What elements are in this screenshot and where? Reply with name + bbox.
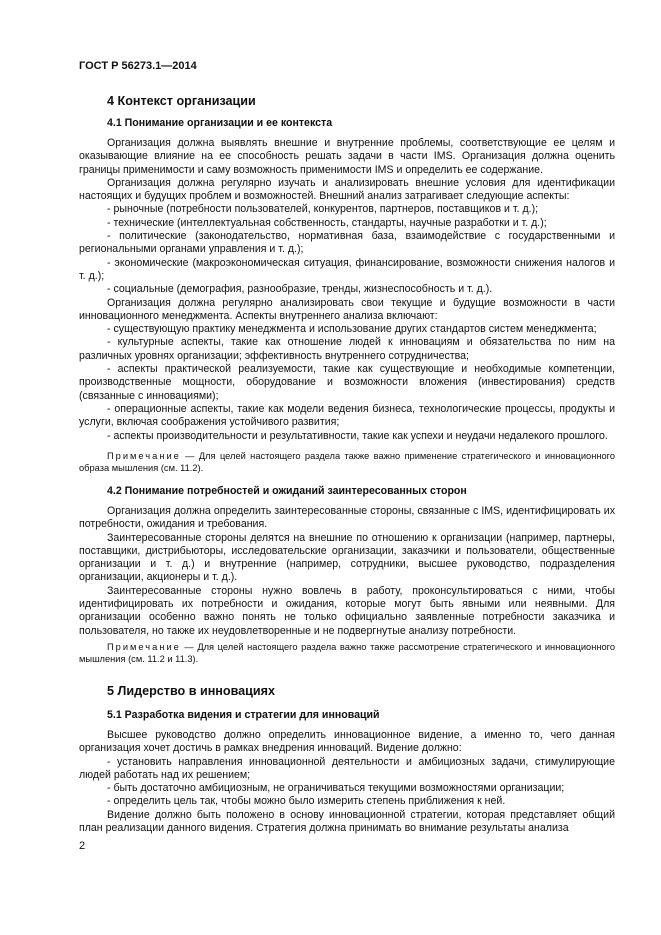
paragraph: Организация должна определить заинтересованные стороны, связанные с IMS, идентифицировать их потребности, ожидания и требования. [79, 505, 615, 531]
list-item: - аспекты производительности и результативности, такие как успехи и неудачи недалекого прошлого. [107, 429, 608, 442]
note-keyword: Примечание [107, 642, 181, 652]
paragraph: Организация должна выявлять внешние и внутренние проблемы, соответствующие ее целям и оказывающие влияние на ее способность решать задачи в части IMS. Организация должна оценить границы применимости и саму возможность применимости IMS и определить ее содержание. [79, 137, 615, 176]
document-header: ГОСТ Р 56273.1—2014 [79, 60, 197, 72]
paragraph: Видение должно быть положено в основу инновационной стратегии, которая представляет общий план реализации данного видения. Стратегия должна принимать во внимание результаты анализа [79, 808, 615, 835]
section-4-2-body [79, 505, 615, 638]
section-4-title: 4 Контекст организации [107, 94, 256, 108]
list-item: - определить цель так, чтобы можно было измерить степень приближения к ней. [107, 795, 506, 808]
note-keyword: Примечание [107, 451, 181, 461]
note-4-1 [79, 450, 615, 474]
list-item: - операционные аспекты, такие как модели ведения бизнеса, технологические процессы, продукты и услуги, включая соображения устойчивого развития; [79, 402, 615, 429]
list-item: - культурные аспекты, такие как отношение людей к инновациям и обязательства по ним на различных уровнях организации; эффективность внутреннего сотрудничества; [79, 336, 615, 362]
list-item: - технические (интеллектуальная собственность, стандарты, научные разработки и т. д.); [107, 216, 547, 229]
subsection-4-1-title: 4.1 Понимание организации и ее контекста [107, 117, 333, 129]
paragraph: Заинтересованные стороны делятся на внешние по отношению к организации (например, партнеры, поставщики, дистрибьюторы, исследовательские организации, заказчики и пользователи, общественные организации и т. д.) и внутренние (например, сотрудники, высшее руководство, подразделения организации, акционеры и т. д.). [79, 531, 615, 584]
list-item: - политические (законодательство, нормативная база, взаимодействие с государственными и региональными органами управления и т. д.); [79, 230, 615, 256]
paragraph: Высшее руководство должно определить инновационное видение, а именно то, чего данная организация хочет достичь в рамках внедрения инноваций. Видение должно: [79, 729, 615, 755]
paragraph: Организация должна регулярно анализировать свои текущие и будущие возможности в части инновационного менеджмента. Аспекты внутреннего анализа включают: [79, 296, 615, 322]
list-item: - аспекты практической реализуемости, такие как существующие и необходимые компетенции, производственные мощности, оборудование и возможности вложения (инвестирования) средств (связанные с инновациями); [79, 363, 615, 402]
subsection-4-2-title: 4.2 Понимание потребностей и ожиданий заинтересованных сторон [107, 485, 467, 497]
note-text: — Для целей настоящего раздела важно также рассмотрение стратегического и инновационного мышления (см. 11.2 и 11.3). [79, 642, 615, 664]
page-number: 2 [79, 840, 86, 852]
paragraph: Заинтересованные стороны нужно вовлечь в работу, проконсультироваться с ними, чтобы идентифицировать их потребности и ожидания, которые могут быть явными или неявными. Для организации особенно важно понять не только официально заявленные потребности заказчика и пользователя, но также их неудовлетворенные и не подвергнутые анализу потребности. [79, 584, 615, 637]
list-item: - быть достаточно амбициозным, не ограничиваться текущими возможностями организации; [107, 782, 565, 795]
section-4-1-body [79, 137, 615, 443]
list-item: - установить направления инновационной деятельности и амбициозных задачи, стимулирующие людей работать над их решением; [79, 755, 615, 781]
paragraph: Организация должна регулярно изучать и анализировать внешние условия для идентификации настоящих и будущих проблем и возможностей. Внешний анализ затрагивает следующие аспекты: [79, 176, 615, 203]
section-5-1-body [79, 729, 615, 835]
list-item: - социальные (демография, разнообразие, тренды, жизнеспособность и т. д.). [107, 283, 493, 296]
note-4-2 [79, 641, 615, 665]
list-item: - экономические (макроэкономическая ситуация, финансирование, возможности снижения налогов и т. д.); [79, 256, 615, 282]
subsection-5-1-title: 5.1 Разработка видения и стратегии для инноваций [107, 709, 380, 721]
list-item: - рыночные (потребности пользователей, конкурентов, партнеров, поставщиков и т. д.); [107, 203, 539, 216]
note-text: — Для целей настоящего раздела также важно применение стратегического и инновационного образа мышления (см. 11.2). [79, 451, 615, 473]
section-5-title: 5 Лидерство в инновациях [107, 684, 276, 698]
list-item: - существующую практику менеджмента и использование других стандартов систем менеджмента; [107, 323, 597, 336]
